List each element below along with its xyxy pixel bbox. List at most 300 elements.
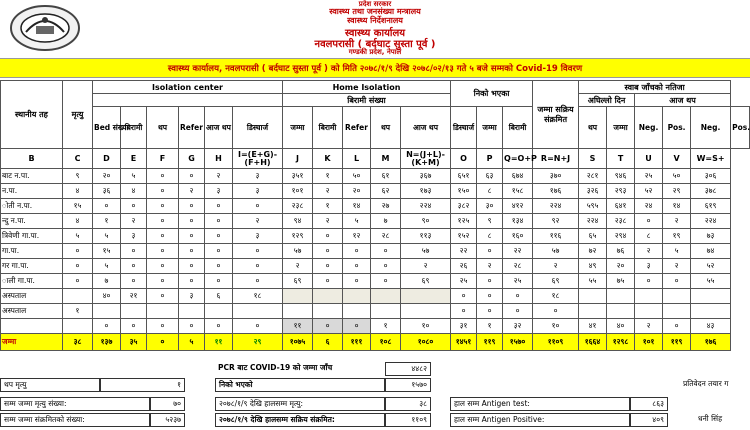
- cell-t: [607, 289, 635, 304]
- total-cell-e: ३५: [121, 334, 147, 351]
- cell-t: ६४१: [607, 199, 635, 214]
- local-level-name: अस्पताल: [1, 289, 63, 304]
- cell-m: २८: [371, 229, 401, 244]
- cell-k: २: [313, 214, 343, 229]
- cell-r: २: [533, 259, 579, 274]
- cell-c: १५: [63, 199, 93, 214]
- cell-g: ०: [179, 244, 205, 259]
- footer-signatory-name: धनी सिंह: [698, 414, 723, 423]
- cell-h: ०: [205, 319, 233, 334]
- total-cell-n: १०८०: [401, 334, 451, 351]
- cell-o: ०: [451, 289, 477, 304]
- table-row: [1, 289, 750, 304]
- column-letter: Q=O+P: [503, 149, 533, 169]
- table-row: [1, 229, 750, 244]
- cell-t: ९४६: [607, 169, 635, 184]
- local-level-name: [1, 319, 63, 334]
- cell-j: ११: [283, 319, 313, 334]
- cell-h: २: [205, 169, 233, 184]
- column-letter: K: [313, 149, 343, 169]
- footer-prepared-by-label: प्रतिवेदन तयार ग: [683, 379, 729, 388]
- footer-period-active-label: २०७८/१/९ देखि हालसम्म सक्रिय संक्रमित:: [215, 413, 385, 427]
- cell-s: ३२६: [579, 184, 607, 199]
- table-row: [1, 184, 750, 199]
- cell-e: [121, 304, 147, 319]
- cell-k: १: [313, 169, 343, 184]
- cell-g: ०: [179, 319, 205, 334]
- column-subheader: बिरामी: [503, 107, 533, 149]
- total-cell-g: ५: [179, 334, 205, 351]
- cell-n: १०: [401, 319, 451, 334]
- cell-q: ३२: [503, 319, 533, 334]
- cell-q: २८: [503, 259, 533, 274]
- column-subheader: Pos.: [663, 107, 691, 149]
- table-row: [1, 214, 750, 229]
- cell-c: ४: [63, 184, 93, 199]
- cell-n: १७३: [401, 184, 451, 199]
- home-isolation-header: Home Isolation: [283, 81, 451, 94]
- cell-l: ०: [343, 244, 371, 259]
- column-subheader: Neg.: [691, 107, 731, 149]
- cell-p: ०: [477, 304, 503, 319]
- cell-m: ७: [371, 214, 401, 229]
- cell-k: ०: [313, 229, 343, 244]
- cell-k: १: [313, 199, 343, 214]
- total-label: जम्मा: [1, 334, 63, 351]
- footer-total-infected-label: सम्म जम्मा संक्रमितको संख्या:: [0, 413, 150, 427]
- cell-q: ६७४: [503, 169, 533, 184]
- subgroup-header-row: [1, 94, 750, 107]
- cell-l: ०: [343, 259, 371, 274]
- total-cell-o: १४५१: [451, 334, 477, 351]
- local-level-name: न.पा.: [1, 184, 63, 199]
- cell-l: [343, 289, 371, 304]
- column-letter: T: [607, 149, 635, 169]
- cell-v: १९: [663, 229, 691, 244]
- cell-p: ८: [477, 229, 503, 244]
- cell-v: ५०: [663, 169, 691, 184]
- cell-g: [179, 304, 205, 319]
- cell-t: २३८: [607, 214, 635, 229]
- total-active-header: जम्मा सक्रिय संक्रमित: [533, 81, 579, 149]
- cell-i: २: [233, 214, 283, 229]
- cell-q: २२: [503, 244, 533, 259]
- cell-v: २९: [663, 184, 691, 199]
- cell-v: [663, 304, 691, 319]
- cell-u: [635, 304, 663, 319]
- cell-n: २२४: [401, 199, 451, 214]
- cell-l: १४: [343, 199, 371, 214]
- table-row: [1, 259, 750, 274]
- column-subheader: थप: [147, 107, 179, 149]
- total-cell-u: १०१: [635, 334, 663, 351]
- total-cell-m: १०८: [371, 334, 401, 351]
- cell-i: १८: [233, 289, 283, 304]
- cell-i: ०: [233, 319, 283, 334]
- footer-pcr-value: ४४८२: [385, 362, 431, 376]
- deaths-header: मृत्यु: [63, 81, 93, 149]
- header-ministry: स्वास्थ्य तथा जनसंख्या मन्त्रालय: [329, 7, 421, 16]
- cell-o: १२५: [451, 214, 477, 229]
- cell-o: ६५१: [451, 169, 477, 184]
- cell-j: २३८: [283, 199, 313, 214]
- cell-e: २: [121, 214, 147, 229]
- isolation-center-spacer: [93, 94, 283, 107]
- cell-q: १३४: [503, 214, 533, 229]
- covid-table: [0, 80, 750, 351]
- cell-c: [63, 289, 93, 304]
- cell-c: ९: [63, 169, 93, 184]
- footer-recovered-value: १५७०: [385, 378, 431, 392]
- cell-e: ४: [121, 184, 147, 199]
- cell-f: ०: [147, 184, 179, 199]
- cell-i: ०: [233, 274, 283, 289]
- column-letter: R=N+J: [533, 149, 579, 169]
- cell-m: [371, 304, 401, 319]
- cell-p: ६३: [477, 169, 503, 184]
- column-subheader: आज थप: [401, 107, 451, 149]
- header-office: स्वास्थ्य कार्यालय: [344, 28, 406, 39]
- cell-o: १५२: [451, 229, 477, 244]
- cell-n: [401, 289, 451, 304]
- header-line-0: प्रदेश सरकार: [358, 0, 392, 8]
- cell-s: ५९५: [579, 199, 607, 214]
- footer-total-infected-value: ५२३७: [150, 413, 185, 427]
- column-subheader: बिरामी: [121, 107, 147, 149]
- cell-g: ३: [179, 289, 205, 304]
- total-cell-s: १६६४: [579, 334, 607, 351]
- cell-s: ६५: [579, 229, 607, 244]
- local-level-name: त्रिवेणी गा.पा.: [1, 229, 63, 244]
- cell-p: ९: [477, 214, 503, 229]
- cell-e: ०: [121, 259, 147, 274]
- cell-s: ४९: [579, 259, 607, 274]
- cell-w: ६१९: [691, 199, 731, 214]
- total-cell-t: १२९८: [607, 334, 635, 351]
- column-letter: W=S+: [691, 149, 731, 169]
- cell-t: ४०: [607, 319, 635, 334]
- cell-s: ७२: [579, 244, 607, 259]
- cell-u: २५: [635, 169, 663, 184]
- footer-recovered-label: निको भएको: [215, 378, 385, 392]
- footer-antigen-test-label: हाल सम्म Antigen test:: [450, 397, 630, 411]
- total-cell-l: १११: [343, 334, 371, 351]
- cell-w: ३७८: [691, 184, 731, 199]
- total-cell-p: ११९: [477, 334, 503, 351]
- footer-period-deaths-label: २०७८/१/९ देखि हालसम्म मृत्यु:: [215, 397, 385, 411]
- column-subheader: Refer: [179, 107, 205, 149]
- cell-s: २२४: [579, 214, 607, 229]
- cell-h: ६: [205, 289, 233, 304]
- cell-q: १६०: [503, 229, 533, 244]
- cell-s: २८१: [579, 169, 607, 184]
- cell-p: ०: [477, 244, 503, 259]
- local-level-header: स्थानीय तह: [1, 81, 63, 149]
- cell-l: ५: [343, 214, 371, 229]
- cell-d: ५: [93, 229, 121, 244]
- cell-n: ५७: [401, 244, 451, 259]
- cell-f: ०: [147, 229, 179, 244]
- cell-u: २४: [635, 199, 663, 214]
- cell-v: [663, 289, 691, 304]
- column-letter: B: [1, 149, 63, 169]
- cell-i: ०: [233, 199, 283, 214]
- cell-n: ९०: [401, 214, 451, 229]
- footer-today-deaths-label: थप मृत्यु: [0, 378, 100, 392]
- cell-c: ०: [63, 274, 93, 289]
- cell-r: १७६: [533, 184, 579, 199]
- cell-k: ०: [313, 244, 343, 259]
- cell-m: ०: [371, 259, 401, 274]
- cell-w: [691, 304, 731, 319]
- total-cell-f: ०: [147, 334, 179, 351]
- cell-w: २२४: [691, 214, 731, 229]
- report-header: [0, 0, 750, 58]
- cell-r: १८: [533, 289, 579, 304]
- footer-total-deaths-label: सम्म जम्मा मृत्यु संख्या:: [0, 397, 150, 411]
- cell-e: ०: [121, 199, 147, 214]
- today-header: आज थप: [635, 94, 731, 107]
- column-letter: N=(J+L)-(K+M): [401, 149, 451, 169]
- cell-j: ६९: [283, 274, 313, 289]
- cell-w: ५५: [691, 274, 731, 289]
- cell-k: ०: [313, 274, 343, 289]
- cell-h: ०: [205, 259, 233, 274]
- cell-r: १०: [533, 319, 579, 334]
- cell-f: ०: [147, 199, 179, 214]
- cell-r: ५७: [533, 244, 579, 259]
- cell-g: ०: [179, 259, 205, 274]
- column-subheader: Refer: [343, 107, 371, 149]
- cell-n: [401, 304, 451, 319]
- cell-d: ७: [93, 274, 121, 289]
- column-subheader: बिरामी: [313, 107, 343, 149]
- cell-t: २९३: [607, 184, 635, 199]
- column-letter: P: [477, 149, 503, 169]
- cell-e: ३: [121, 229, 147, 244]
- cell-v: ०: [663, 319, 691, 334]
- cell-k: ०: [313, 319, 343, 334]
- cell-g: ०: [179, 229, 205, 244]
- cell-k: २: [313, 184, 343, 199]
- cell-h: [205, 304, 233, 319]
- column-subheader: जम्मा: [477, 107, 503, 149]
- footer-antigen-positive-value: ४०९: [630, 413, 668, 427]
- footer-antigen-test-value: ८६३: [630, 397, 668, 411]
- cell-v: २: [663, 259, 691, 274]
- column-subheader: Neg.: [635, 107, 663, 149]
- cell-r: ९२: [533, 214, 579, 229]
- cell-h: ०: [205, 244, 233, 259]
- cell-c: ५: [63, 229, 93, 244]
- total-cell-r: ११०९: [533, 334, 579, 351]
- cell-m: २७: [371, 199, 401, 214]
- cell-o: ३८२: [451, 199, 477, 214]
- cell-g: ०: [179, 199, 205, 214]
- cell-m: [371, 289, 401, 304]
- column-subheader: डिस्चार्ज: [451, 107, 477, 149]
- local-level-name: ाली गा.पा.: [1, 274, 63, 289]
- cell-s: [579, 289, 607, 304]
- cell-i: ३: [233, 169, 283, 184]
- cell-u: ८: [635, 229, 663, 244]
- cell-w: ५२: [691, 259, 731, 274]
- local-level-name: ोती न.पा.: [1, 199, 63, 214]
- total-cell-k: ६: [313, 334, 343, 351]
- cell-i: [233, 304, 283, 319]
- cell-t: ७६: [607, 244, 635, 259]
- cell-j: १०१: [283, 184, 313, 199]
- cell-u: [635, 289, 663, 304]
- cell-i: ३: [233, 184, 283, 199]
- column-subheader: जम्मा: [283, 107, 313, 149]
- cell-u: ३: [635, 259, 663, 274]
- column-subheader: आज थप: [205, 107, 233, 149]
- footer-today-deaths-value: १: [100, 378, 185, 392]
- cell-l: [343, 304, 371, 319]
- cell-n: २: [401, 259, 451, 274]
- footer-total-deaths-value: ७०: [150, 397, 185, 411]
- local-level-name: अस्पताल: [1, 304, 63, 319]
- cell-f: ०: [147, 169, 179, 184]
- cell-u: ०: [635, 274, 663, 289]
- total-cell-j: १०७५: [283, 334, 313, 351]
- local-level-name: न्दु न.पा.: [1, 214, 63, 229]
- table-row: [1, 169, 750, 184]
- cell-r: ६९: [533, 274, 579, 289]
- header-district: नवलपरासी ( बर्दघाट सुस्ता पूर्व ): [314, 39, 436, 50]
- cell-w: ३०६: [691, 169, 731, 184]
- column-letter-row: [1, 149, 750, 169]
- cell-r: ११६: [533, 229, 579, 244]
- total-cell-h: ११: [205, 334, 233, 351]
- cell-g: ०: [179, 274, 205, 289]
- cell-f: ०: [147, 289, 179, 304]
- cell-p: ०: [477, 289, 503, 304]
- cell-f: [147, 304, 179, 319]
- cell-t: २९४: [607, 229, 635, 244]
- column-subheader: थप: [579, 107, 607, 149]
- cell-f: ०: [147, 319, 179, 334]
- cell-h: ३: [205, 184, 233, 199]
- cell-m: ०: [371, 244, 401, 259]
- cell-g: २: [179, 184, 205, 199]
- cell-j: ९४: [283, 214, 313, 229]
- table-row: [1, 319, 750, 334]
- cell-w: [691, 289, 731, 304]
- cell-v: ०: [663, 274, 691, 289]
- cell-f: ०: [147, 244, 179, 259]
- table-row: [1, 199, 750, 214]
- total-row: [1, 334, 750, 351]
- column-header-row: [1, 107, 750, 149]
- column-subheader: डिस्चार्ज: [233, 107, 283, 149]
- cell-o: २६: [451, 259, 477, 274]
- cell-s: [579, 304, 607, 319]
- cell-u: २: [635, 244, 663, 259]
- cell-o: ०: [451, 304, 477, 319]
- group-header-row: [1, 81, 750, 94]
- cell-q: १५८: [503, 184, 533, 199]
- total-cell-v: ११९: [663, 334, 691, 351]
- cell-i: ०: [233, 244, 283, 259]
- cell-h: ०: [205, 274, 233, 289]
- cell-q: २५: [503, 274, 533, 289]
- local-level-name: बाट न.पा.: [1, 169, 63, 184]
- cell-p: १: [477, 319, 503, 334]
- cell-i: ३: [233, 229, 283, 244]
- table-row: [1, 244, 750, 259]
- cell-d: १: [93, 214, 121, 229]
- test-result-header: स्वाब जाँचको नतिजा: [579, 81, 731, 94]
- cell-e: ०: [121, 274, 147, 289]
- cell-e: ०: [121, 319, 147, 334]
- cell-f: ०: [147, 214, 179, 229]
- cell-j: [283, 304, 313, 319]
- cell-w: ४३: [691, 319, 731, 334]
- patient-count-header: बिरामी संख्या: [283, 94, 451, 107]
- cell-e: ०: [121, 244, 147, 259]
- cell-p: ०: [477, 274, 503, 289]
- cell-g: ०: [179, 214, 205, 229]
- cell-o: २५: [451, 274, 477, 289]
- total-cell-d: १३७: [93, 334, 121, 351]
- cell-l: १२: [343, 229, 371, 244]
- cell-u: ०: [635, 214, 663, 229]
- cell-j: ३५१: [283, 169, 313, 184]
- report-banner: स्वास्थ्य कार्यालय, नवलपरासी ( बर्दघाट सुस्ता पूर्व ) को मिति २०७८/१/९ देखि २०७८/०२/१३ गते ५ बजे सम्मको Covid-19 विवरण: [0, 58, 750, 78]
- cell-g: ०: [179, 169, 205, 184]
- column-letter: V: [663, 149, 691, 169]
- cell-v: ५: [663, 244, 691, 259]
- cell-j: १२९: [283, 229, 313, 244]
- cell-t: २०: [607, 259, 635, 274]
- total-cell-i: २९: [233, 334, 283, 351]
- cell-r: ३७०: [533, 169, 579, 184]
- cell-u: ५२: [635, 184, 663, 199]
- cell-m: ६२: [371, 184, 401, 199]
- header-province: गण्डकी प्रदेश, नेपाल: [348, 48, 402, 56]
- cell-d: ४०: [93, 289, 121, 304]
- cell-l: ०: [343, 274, 371, 289]
- column-letter: F: [147, 149, 179, 169]
- cell-d: ०: [93, 319, 121, 334]
- total-cell-w: १७६: [691, 334, 731, 351]
- cell-p: २: [477, 259, 503, 274]
- column-subheader: जम्मा: [607, 107, 635, 149]
- column-letter: I=(E+G)-(F+H): [233, 149, 283, 169]
- footer-pcr-label: PCR बाट COVID-19 को जम्मा जाँच: [218, 363, 333, 372]
- cell-s: ४१: [579, 319, 607, 334]
- cell-k: [313, 289, 343, 304]
- local-level-name: गर गा.पा.: [1, 259, 63, 274]
- total-cell-q: १५७०: [503, 334, 533, 351]
- cell-q: ०: [503, 289, 533, 304]
- table-row: [1, 274, 750, 289]
- cell-e: २१: [121, 289, 147, 304]
- isolation-center-header: Isolation center: [93, 81, 283, 94]
- cell-c: [63, 319, 93, 334]
- column-letter: H: [205, 149, 233, 169]
- cell-d: ०: [93, 199, 121, 214]
- column-letter: C: [63, 149, 93, 169]
- cell-o: ३१: [451, 319, 477, 334]
- footer-period-deaths-value: ३८: [385, 397, 431, 411]
- column-letter: O: [451, 149, 477, 169]
- cell-d: [93, 304, 121, 319]
- cell-j: ५७: [283, 244, 313, 259]
- cell-s: ५५: [579, 274, 607, 289]
